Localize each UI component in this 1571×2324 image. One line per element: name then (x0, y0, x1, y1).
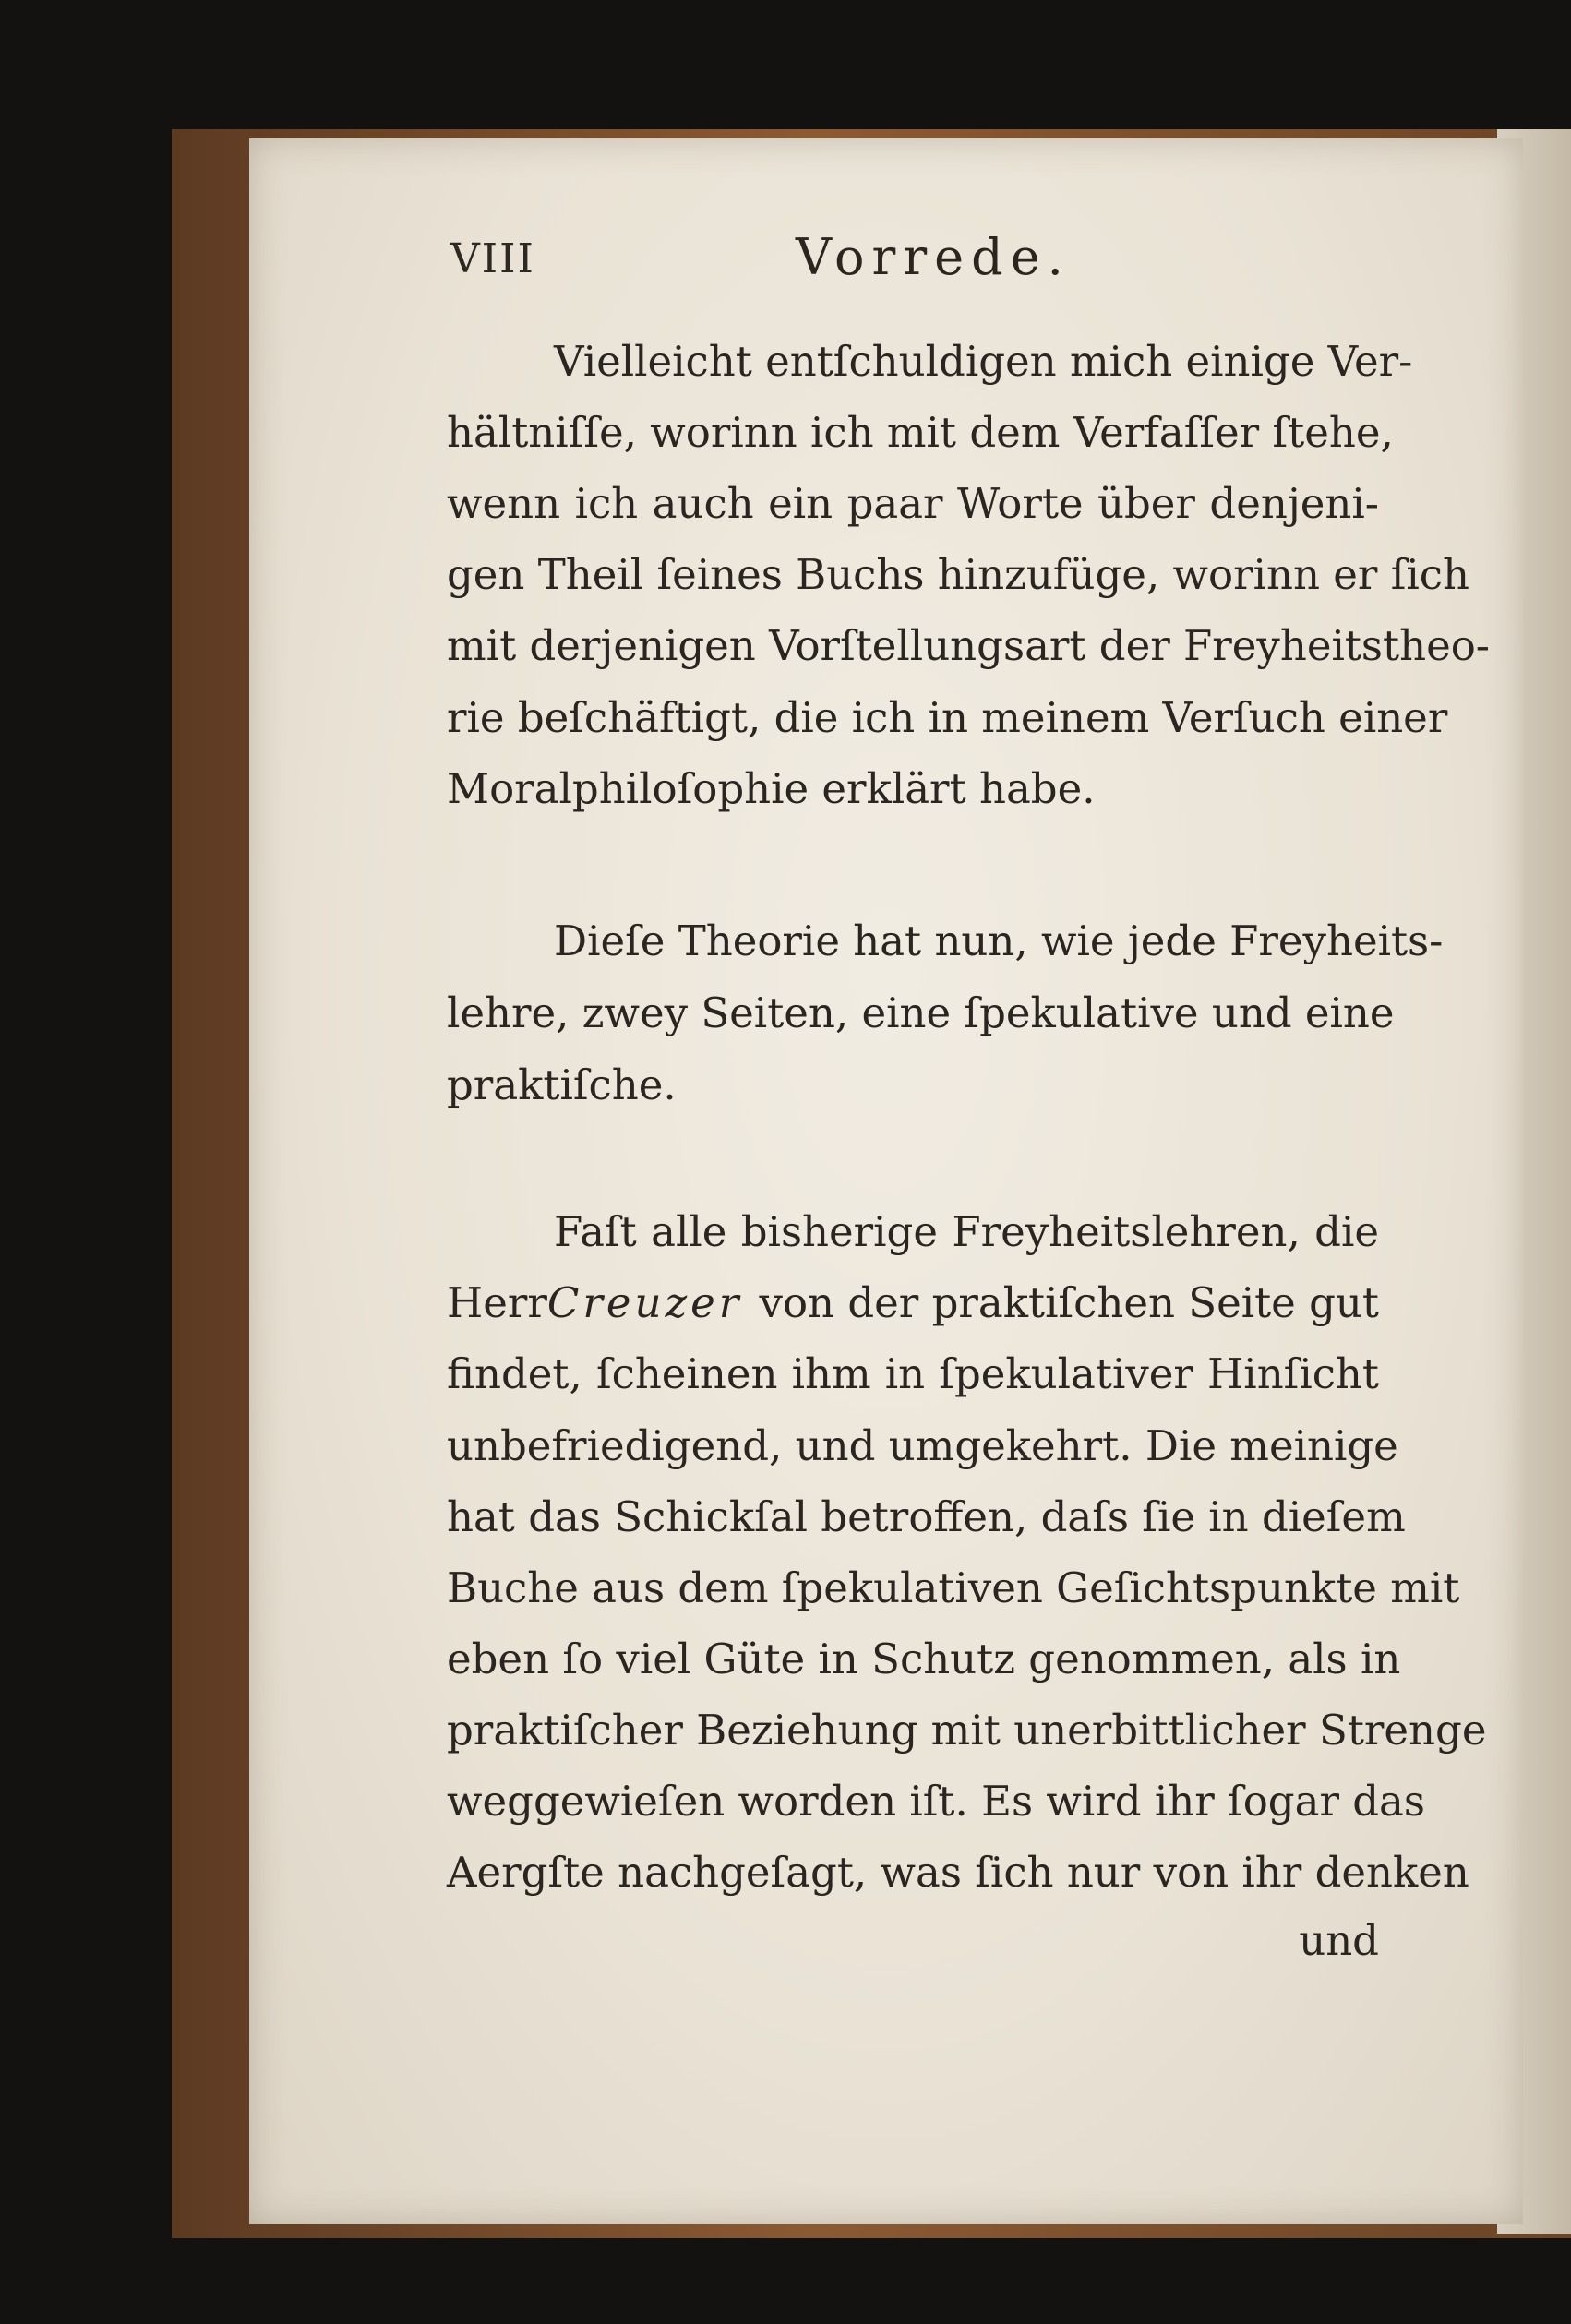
text-line: hältniſſe, worinn ich mit dem Verfaſſer ſtehe, (447, 408, 1394, 457)
text-line: rie beſchäftigt, die ich in meinem Verſuch einer (447, 693, 1448, 742)
text-line: Buche aus dem ſpekulativen Geſichtspunkte mit (447, 1563, 1460, 1612)
text-fragment: von der praktiſchen Seite gut (759, 1278, 1379, 1327)
text-line: Dieſe Theorie hat nun, wie jede Freyheits- (554, 916, 1444, 965)
text-line: eben ſo viel Güte in Schutz genommen, als in (447, 1635, 1401, 1683)
author-name: Creuzer (546, 1278, 743, 1327)
text-line: Vielleicht entſchuldigen mich einige Ver- (554, 337, 1413, 386)
text-line: findet, ſcheinen ihm in ſpekulativer Hinſicht (447, 1349, 1379, 1398)
text-line: Faſt alle bisherige Freyheitslehren, die (554, 1207, 1379, 1256)
text-line: gen Theil ſeines Buchs hinzufüge, worinn er ſich (447, 550, 1469, 599)
text-line: praktiſcher Beziehung mit unerbittlicher Strenge (447, 1706, 1487, 1755)
text-line: wenn ich auch ein paar Worte über denjeni- (447, 479, 1379, 528)
text-line: Moralphiloſophie erklärt habe. (447, 764, 1096, 813)
text-line: weggewieſen worden iſt. Es wird ihr ſogar das (447, 1777, 1425, 1826)
text-line (447, 1276, 1379, 1331)
text-line: praktiſche. (447, 1060, 677, 1109)
catchword: und (1299, 1916, 1379, 1965)
text-line: lehre, zwey Seiten, eine ſpekulative und eine (447, 988, 1395, 1037)
page-number: VIII (450, 235, 535, 282)
text-line: mit derjenigen Vorſtellungsart der Freyheitstheo- (447, 621, 1491, 670)
running-title: Vorrede. (796, 228, 1071, 286)
text-line: unbefriedigend, und umgekehrt. Die meinige (447, 1421, 1398, 1470)
text-line: Aergſte nachgeſagt, was ſich nur von ihr denken (447, 1848, 1469, 1897)
text-word: Herr (447, 1278, 547, 1327)
text-line: hat das Schickſal betroffen, daſs ſie in dieſem (447, 1492, 1406, 1541)
